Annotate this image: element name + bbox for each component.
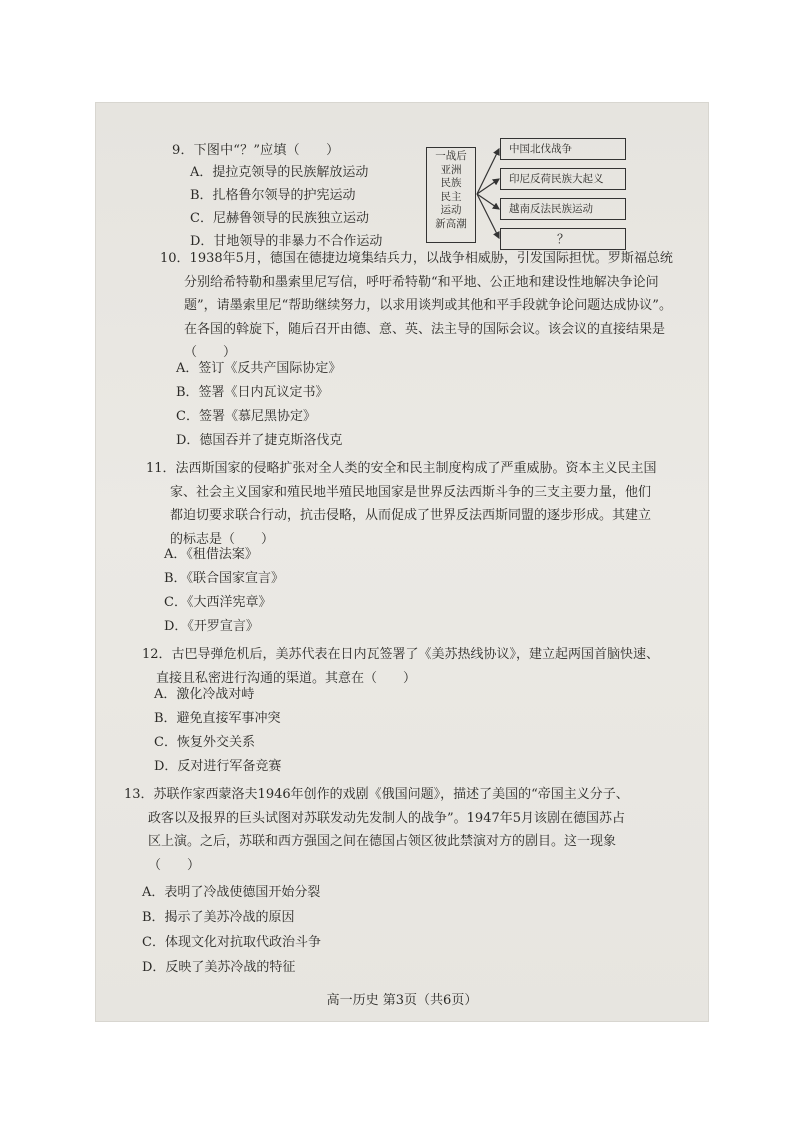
q10-line: 10．1938年5月，德国在德捷边境集结兵力，以战争相威胁，引发国际担忧。罗斯福总统	[160, 251, 673, 266]
q13-stem	[124, 783, 629, 877]
q10-option-c: C．签署《慕尼黑协定》	[176, 409, 316, 424]
q13-line: （ ）	[148, 857, 201, 873]
q9-option-b: B．扎格鲁尔领导的护宪运动	[190, 188, 356, 203]
diagram-box-1: 中国北伐战争	[500, 138, 626, 160]
q12-option-d: D．反对进行军备竞赛	[154, 759, 282, 774]
q9-option-d: D．甘地领导的非暴力不合作运动	[190, 234, 383, 249]
page-footer: 高一历史 第3页（共6页）	[326, 993, 478, 1008]
q10-option-b: B．签署《日内瓦议定书》	[176, 385, 329, 400]
q11-option-d: D．《开罗宣言》	[164, 619, 259, 634]
q9-stem: 9．下图中“？”应填（ ）	[172, 143, 340, 158]
diagram-box-unknown: ？	[500, 228, 626, 250]
q12-option-c: C．恢复外交关系	[154, 735, 255, 750]
diagram-box-3: 越南反法民族运动	[500, 198, 626, 220]
q13-option-c: C．体现文化对抗取代政治斗争	[142, 935, 321, 950]
q13-option-d: D．反映了美苏冷战的特征	[142, 960, 296, 975]
q9-option-c: C．尼赫鲁领导的民族独立运动	[190, 211, 369, 226]
diagram-box-2: 印尼反荷民族大起义	[500, 168, 626, 190]
q11-option-a: A．《租借法案》	[164, 547, 258, 562]
q9-diagram	[426, 136, 626, 254]
q10-line: 分别给希特勒和墨索里尼写信，呼吁希特勒“和平地、公正地和建设性地解决争论问	[184, 274, 659, 290]
diagram-source-box	[426, 147, 476, 243]
q11-line: 家、社会主义国家和殖民地半殖民地国家是世界反法西斯斗争的三支主要力量，他们	[170, 484, 652, 500]
q11-option-b: B．《联合国家宣言》	[164, 571, 285, 586]
q11-option-c: C．《大西洋宪章》	[164, 595, 272, 610]
q10-option-a: A．签订《反共产国际协定》	[176, 361, 342, 376]
q13-option-a: A．表明了冷战使德国开始分裂	[142, 885, 321, 900]
q11-line: 都迫切要求联合行动，抗击侵略，从而促成了世界反法西斯同盟的逐步形成。其建立	[170, 508, 652, 523]
diagram-arrow	[477, 149, 499, 194]
exam-page	[96, 103, 708, 1021]
q12-line: 直接且私密进行沟通的渠道。其意在（ ）	[156, 670, 417, 686]
diagram-source-line: 亚洲	[440, 163, 462, 176]
q10-stem	[160, 247, 673, 365]
q13-line: 政客以及报界的巨头试图对苏联发动先发制人的战争”。1947年5月该剧在德国苏占	[148, 810, 626, 826]
diagram-arrows	[476, 136, 502, 254]
diagram-source-line: 运动	[440, 204, 462, 216]
q10-line: （ ）	[184, 345, 237, 360]
q13-line: 13．苏联作家西蒙洛夫1946年创作的戏剧《俄国问题》，描述了美国的“帝国主义分子、	[124, 787, 629, 802]
q11-line: 的标志是（ ）	[170, 531, 275, 547]
q13-option-b: B．揭示了美苏冷战的原因	[142, 910, 295, 925]
diagram-arrow	[477, 194, 499, 238]
diagram-source-line: 民族	[440, 177, 462, 189]
q10-option-d: D．德国吞并了捷克斯洛伐克	[176, 433, 343, 448]
q9-option-a: A．提拉克领导的民族解放运动	[190, 165, 369, 180]
diagram-source-line: 民主	[440, 190, 462, 203]
q13-line: 区上演。之后，苏联和西方强国之间在德国占领区彼此禁演对方的剧目。这一现象	[148, 834, 617, 849]
q11-line: 11．法西斯国家的侵略扩张对全人类的安全和民主制度构成了严重威胁。资本主义民主国	[146, 461, 657, 476]
diagram-source-line: 新高潮	[435, 217, 467, 230]
q10-line: 在各国的斡旋下，随后召开由德、意、英、法主导的国际会议。该会议的直接结果是	[184, 321, 666, 337]
q12-option-b: B．避免直接军事冲突	[154, 711, 281, 726]
q12-line: 12．古巴导弹危机后，美苏代表在日内瓦签署了《美苏热线协议》，建立起两国首脑快速、	[142, 647, 660, 662]
q10-line: 题”，请墨索里尼“帮助继续努力，以求用谈判或其他和平手段就争论问题达成协议”。	[184, 298, 672, 313]
q12-option-a: A．激化冷战对峙	[154, 687, 255, 702]
diagram-source-line: 一战后	[435, 150, 467, 162]
q11-stem	[146, 457, 657, 551]
